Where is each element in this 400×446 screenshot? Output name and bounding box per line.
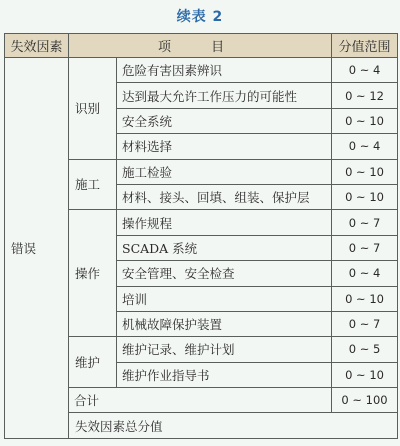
header-range: 分值范围: [332, 34, 398, 58]
range-cell: 0 ~ 10: [332, 362, 398, 387]
failure-factor-table: [4, 33, 398, 439]
item-cell: 达到最大允许工作压力的可能性: [117, 83, 332, 108]
item-cell: SCADA 系统: [117, 235, 332, 260]
range-cell: 0 ~ 4: [332, 58, 398, 83]
item-cell: 维护记录、维护计划: [117, 337, 332, 362]
group-name-cell: 操作: [69, 210, 117, 337]
item-cell: 培训: [117, 286, 332, 311]
item-cell: 危险有害因素辨识: [117, 58, 332, 83]
range-cell: 0 ~ 12: [332, 83, 398, 108]
header-factor: 失效因素: [5, 34, 69, 58]
range-cell: 0 ~ 7: [332, 311, 398, 336]
category-cell: 错误: [5, 58, 69, 439]
item-cell: 材料选择: [117, 134, 332, 159]
range-cell: 0 ~ 10: [332, 159, 398, 184]
header-item: [69, 34, 332, 58]
item-cell: 机械故障保护装置: [117, 311, 332, 336]
table-header-row: [5, 34, 398, 58]
range-cell: 0 ~ 10: [332, 286, 398, 311]
group-name-cell: 识别: [69, 58, 117, 160]
range-cell: 0 ~ 7: [332, 210, 398, 235]
item-cell: 安全管理、安全检查: [117, 261, 332, 286]
range-cell: 0 ~ 7: [332, 235, 398, 260]
range-cell: 0 ~ 4: [332, 134, 398, 159]
group-name-cell: 维护: [69, 337, 117, 388]
range-cell: 0 ~ 4: [332, 261, 398, 286]
item-cell: 安全系统: [117, 108, 332, 133]
range-cell: 0 ~ 10: [332, 108, 398, 133]
item-cell: 操作规程: [117, 210, 332, 235]
item-cell: 材料、接头、回填、组装、保护层: [117, 184, 332, 209]
group-name-cell: 施工: [69, 159, 117, 210]
table-caption: 续表 2: [176, 9, 224, 25]
table-row: [5, 58, 398, 83]
item-cell: 维护作业指导书: [117, 362, 332, 387]
subtotal-range: 0 ~ 100: [332, 388, 398, 413]
range-cell: 0 ~ 10: [332, 184, 398, 209]
total-label: 失效因素总分值: [69, 413, 398, 439]
header-item-label: 项 目: [157, 40, 243, 55]
item-cell: 施工检验: [117, 159, 332, 184]
subtotal-label: 合计: [69, 388, 332, 413]
range-cell: 0 ~ 5: [332, 337, 398, 362]
